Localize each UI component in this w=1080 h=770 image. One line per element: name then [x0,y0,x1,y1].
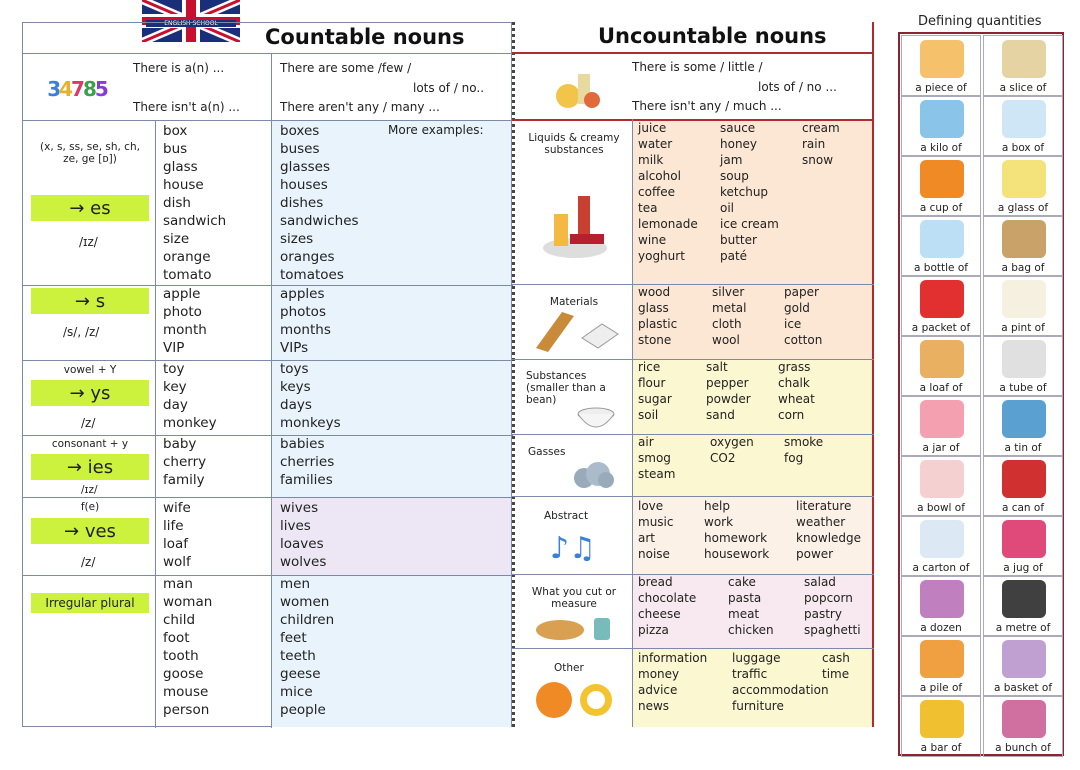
quantity-label: a pint of [1001,322,1045,334]
category-label: Abstract [544,510,589,522]
quantity-cell [983,455,1063,517]
quantity-cell [901,275,981,337]
there-isnt-a: There isn't a(n) ... [133,100,240,114]
rule-label: → es [31,195,149,221]
quantity-picture-icon [1002,640,1046,678]
singular-list: box bus glass house dish sandwich size orange tomato [163,123,227,283]
quantity-label: a metre of [995,622,1051,634]
quantity-label: a tube of [999,382,1047,394]
quantity-picture-icon [1002,280,1046,318]
quantity-cell [983,95,1063,157]
category-label: Substances (smaller than a bean) [526,370,606,406]
food-icon [548,60,604,116]
there-is-a: There is a(n) ... [133,61,225,75]
rule-condition: (x, s, ss, se, sh, ch, ze, ge [ᴅ]) [40,141,140,165]
rule-label: → ves [31,518,149,544]
more-examples: More examples: [388,123,484,137]
plural-list: men women children feet teeth geese mice people [280,576,335,718]
there-isnt-any: There isn't any / much ... [632,99,782,113]
quantity-label: a carton of [912,562,970,574]
countable-header: Countable nouns [265,25,465,49]
quantity-cell [983,635,1063,697]
quantity-picture-icon [1002,160,1046,198]
lots-of: lots of / no.. [413,81,485,95]
quantity-cell [901,635,981,697]
quantity-label: a basket of [993,682,1053,694]
cloud-icon [568,458,618,492]
quantity-label: a jar of [922,442,960,454]
plural-list: apples photos months VIPs [280,286,331,356]
quantity-label: a loaf of [919,382,963,394]
uncountable-header: Uncountable nouns [598,24,827,48]
quantity-picture-icon [1002,580,1046,618]
word-col: grass chalk wheat corn [778,360,815,422]
rule-label: → ys [31,380,149,406]
quantity-cell [901,455,981,517]
quantity-cell [983,35,1063,97]
wood-icon [532,308,622,354]
quantity-picture-icon [920,100,964,138]
plural-list: babies cherries families [280,436,335,488]
quantity-label: a bar of [920,742,962,754]
rule-sound: /z/ [81,555,96,569]
word-col: cash time [822,651,850,681]
word-col: oxygen CO2 [710,435,754,465]
quantities-title: Defining quantities [918,14,1042,29]
quantity-label: a slice of [999,82,1047,94]
rule-label: → s [31,288,149,314]
word-col: information money advice news [638,651,708,713]
rule-sound: /z/ [81,416,96,430]
quantity-label: a cup of [919,202,963,214]
quantity-cell [983,515,1063,577]
word-col: luggage traffic accommodation furniture [732,651,829,713]
word-col: help work homework housework [704,499,770,561]
word-col: literature weather knowledge power [796,499,862,561]
quantity-picture-icon [920,460,964,498]
quantity-label: a jug of [1003,562,1043,574]
quantity-picture-icon [920,520,964,558]
logo-text: ENGLISH SCHOOL [146,20,236,27]
category-label: Gasses [528,446,566,458]
singular-list: wife life loaf wolf [163,500,191,570]
quantity-picture-icon [920,700,964,738]
numbers-icon: 3 4 7 8 5 [47,77,107,101]
word-col: air smog steam [638,435,676,481]
quantity-label: a tin of [1004,442,1042,454]
drinks-icon [540,184,610,264]
quantity-label: a kilo of [920,142,962,154]
word-col: wood glass plastic stone [638,285,678,347]
word-col: cake pasta meat chicken [728,575,774,637]
quantity-cell [901,35,981,97]
quantity-label: a piece of [915,82,967,94]
word-col: love music art noise [638,499,674,561]
quantity-cell [901,575,981,637]
plural-list: boxes buses glasses houses dishes sandwiches sizes oranges tomatoes [280,123,359,283]
quantity-picture-icon [920,280,964,318]
quantity-picture-icon [920,640,964,678]
quantity-cell [901,155,981,217]
quantity-label: a bag of [1001,262,1045,274]
category-label: Materials [549,296,599,308]
quantity-picture-icon [1002,400,1046,438]
quantity-picture-icon [920,160,964,198]
rule-sound: /s/, /z/ [63,325,100,339]
quantity-cell [983,575,1063,637]
singular-list: apple photo month VIP [163,286,207,356]
quantity-cell [983,695,1063,757]
quantity-cell [901,695,981,757]
plural-list: wives lives loaves wolves [280,500,327,570]
bowl-icon [576,400,616,432]
quantities-panel [898,32,1064,756]
uncountable-table [512,22,874,727]
quantity-picture-icon [1002,700,1046,738]
rule-condition: vowel + Y [63,364,117,376]
singular-list: baby cherry family [163,436,207,488]
rule-sound: /ɪz/ [81,484,98,496]
quantity-picture-icon [920,220,964,258]
quantity-label: a bunch of [995,742,1051,754]
quantity-cell [983,395,1063,457]
quantity-picture-icon [1002,520,1046,558]
music-icon: ♪♫ [549,530,597,566]
quantity-cell [901,335,981,397]
quantity-picture-icon [920,40,964,78]
category-label: Other [554,662,584,674]
word-col: paper gold ice cotton [784,285,823,347]
category-label: What you cut or measure [531,586,617,610]
rule-label: → ies [31,454,149,480]
info-clock-icon [530,678,620,722]
quantity-picture-icon [920,400,964,438]
quantity-picture-icon [1002,40,1046,78]
quantity-picture-icon [920,580,964,618]
quantity-cell [901,95,981,157]
word-col: salt pepper powder sand [706,360,751,422]
quantity-picture-icon [1002,340,1046,378]
singular-list: toy key day monkey [163,361,217,431]
quantity-label: a pile of [919,682,963,694]
rule-sound: /ɪz/ [79,235,98,249]
bread-icon [532,610,618,644]
quantity-label: a bowl of [917,502,965,514]
quantity-picture-icon [1002,100,1046,138]
there-is-some: There is some / little / [632,60,763,74]
quantity-label: a glass of [997,202,1049,214]
word-col: rice flour sugar soil [638,360,672,422]
there-arent-any: There aren't any / many ... [280,100,440,114]
quantity-cell [901,515,981,577]
quantity-cell [983,335,1063,397]
quantity-picture-icon [920,340,964,378]
word-col: silver metal cloth wool [712,285,747,347]
word-col: bread chocolate cheese pizza [638,575,697,637]
quantity-cell [983,275,1063,337]
quantity-label: a dozen [920,622,962,634]
word-col: cream rain snow [802,121,840,167]
quantity-label: a packet of [911,322,971,334]
quantity-cell [983,215,1063,277]
rule-label: Irregular plural [31,593,149,613]
category-label: Liquids & creamy substances [528,132,620,156]
word-col: salad popcorn pastry spaghetti [804,575,861,637]
word-col: smoke fog [784,435,824,465]
quantity-label: a can of [1001,502,1045,514]
quantity-label: a bottle of [914,262,968,274]
there-are-some: There are some /few / [280,61,412,75]
quantity-cell [983,155,1063,217]
quantity-picture-icon [1002,220,1046,258]
rule-condition: f(e) [80,501,100,513]
countable-table [22,22,512,727]
singular-list: man woman child foot tooth goose mouse person [163,576,213,718]
quantity-cell [901,395,981,457]
rule-condition: consonant + y [51,438,129,450]
plural-list: toys keys days monkeys [280,361,341,431]
lots-of: lots of / no ... [758,80,837,94]
quantity-cell [901,215,981,277]
quantity-label: a box of [1001,142,1045,154]
quantity-picture-icon [1002,460,1046,498]
word-col: juice water milk alcohol coffee tea lemonade wine yoghurt [638,121,698,263]
word-col: sauce honey jam soup ketchup oil ice cream butter paté [720,121,779,263]
